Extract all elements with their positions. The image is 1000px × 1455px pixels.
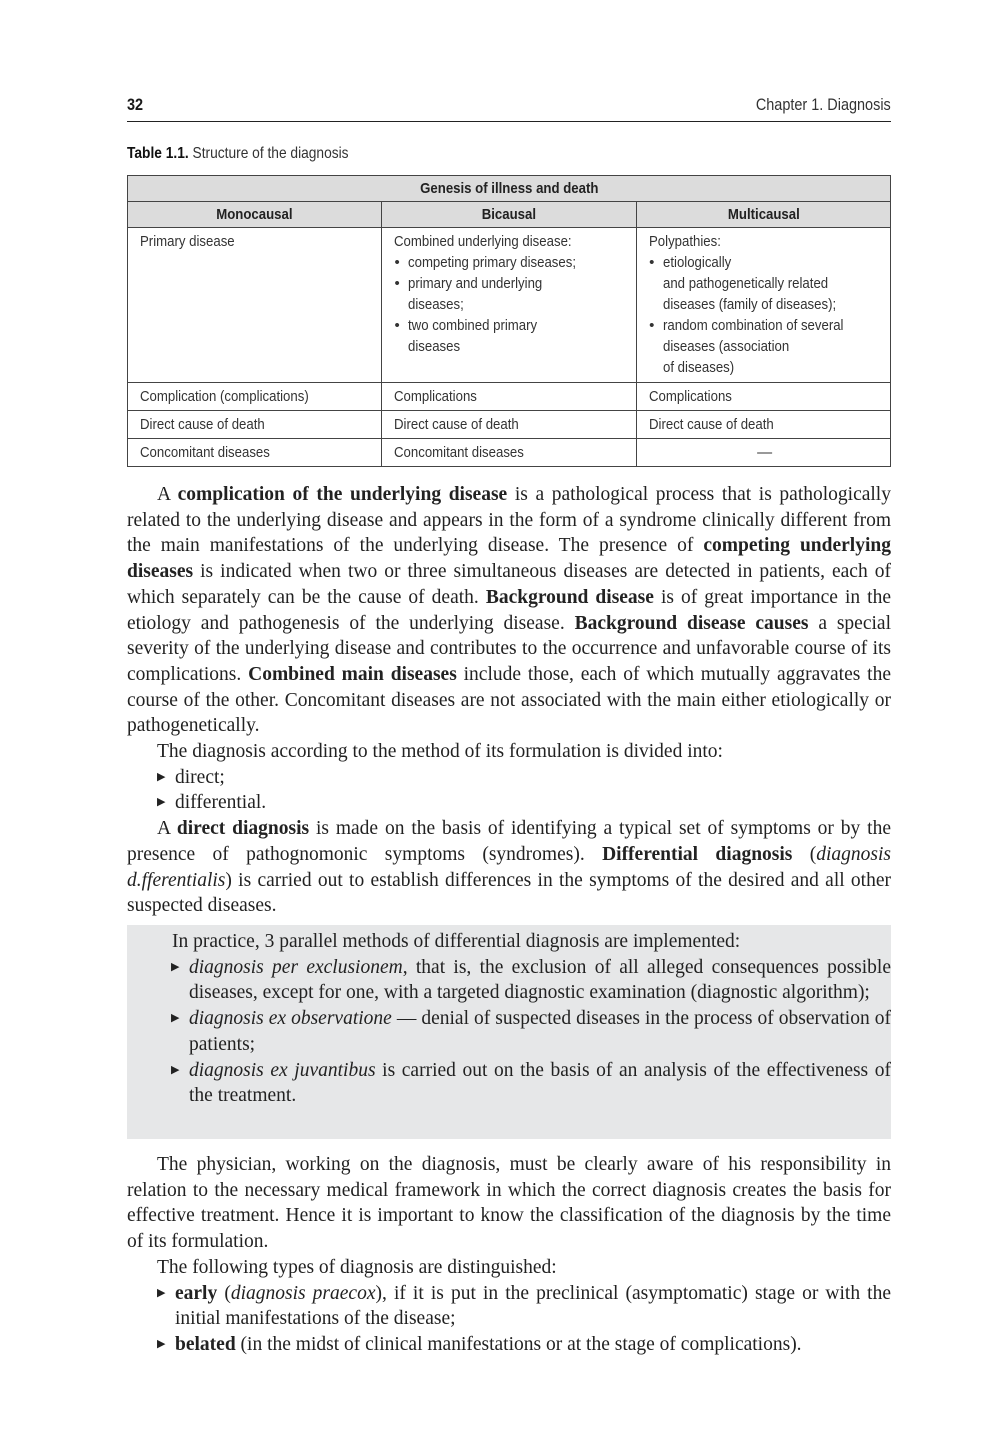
table-cell: Complications [637, 383, 891, 411]
list-item: ▶ belated (in the midst of clinical manifestations or at the stage of complications). [127, 1332, 891, 1358]
column-header-multicausal: Multicausal [637, 202, 891, 228]
triangle-bullet-icon: ▶ [171, 1063, 180, 1076]
table-cell: Primary disease [128, 228, 382, 383]
body-text-block-1 [127, 482, 891, 919]
table-cell: Direct cause of death [382, 411, 637, 439]
list-item: ▶ diagnosis ex juvantibus is carried out on the basis of an analysis of the effectiveness of the treatment. [171, 1059, 891, 1107]
highlight-box [127, 925, 891, 1139]
body-text-block-2 [127, 1152, 891, 1358]
paragraph-physician: The physician, working on the diagnosis, must be clearly aware of his responsibility in relation to the necessary medical framework in which the correct diagnosis creates the basis for effective treatment. Hence it is important to know the classification of the diagnosis by the time of its formulation. [127, 1154, 891, 1253]
table-cell: Direct cause of death [637, 411, 891, 439]
list-item: • two combined primary diseases [394, 315, 626, 357]
triangle-bullet-icon: ▶ [171, 1012, 180, 1025]
table-row [128, 228, 891, 383]
triangle-bullet-icon: ▶ [157, 1337, 166, 1350]
table-caption [127, 145, 349, 163]
table-row [128, 439, 891, 467]
list-item: ▶ direct; [127, 765, 891, 791]
column-header-bicausal: Bicausal [382, 202, 637, 228]
triangle-bullet-icon: ▶ [157, 770, 166, 783]
table-cell: — [637, 439, 891, 467]
table-row [128, 411, 891, 439]
column-header-monocausal: Monocausal [128, 202, 382, 228]
list-item: • random combination of several diseases (association of diseases) [649, 315, 880, 378]
paragraph-method-intro: The diagnosis according to the method of its formulation is divided into: [157, 741, 723, 763]
list-item: • primary and underlying diseases; [394, 273, 626, 315]
list-item: ▶ diagnosis per exclusionem, that is, the exclusion of all alleged consequences possible diseases, except for one, with a targeted diagnostic examination (diagnostic algorithm); [171, 956, 891, 1004]
triangle-bullet-icon: ▶ [157, 1286, 166, 1299]
table-caption-text: Structure of the diagnosis [192, 145, 349, 162]
table-cell: Concomitant diseases [382, 439, 637, 467]
table-header-row [128, 202, 891, 228]
running-header [127, 93, 891, 122]
table-caption-label: Table 1.1. [127, 145, 189, 162]
bicausal-list [394, 252, 626, 357]
table-super-header: Genesis of illness and death [128, 176, 891, 202]
triangle-bullet-icon: ▶ [157, 796, 166, 809]
table-cell: Complications [382, 383, 637, 411]
paragraph-types-intro: The following types of diagnosis are distinguished: [157, 1256, 557, 1278]
table-cell: Polypathies: • etiologically and pathogenetically related diseases (family of diseases); • random combination of several diseases (association of diseases) [637, 228, 891, 383]
triangle-bullet-icon: ▶ [171, 960, 180, 973]
diagnosis-structure-table [127, 175, 891, 467]
page-number: 32 [127, 95, 144, 114]
table-cell: Combined underlying disease: • competing primary diseases; • primary and underlying diseases; • two combined primary diseases [382, 228, 637, 383]
paragraph-direct-diagnosis: A direct diagnosis is made on the basis of identifying a typical set of symptoms or by the presence of pathognomonic symptoms (syndromes). Differential diagnosis (diagnosis d.fferentialis) is carried out to establish differences in the symptoms of the desired and all other suspected diseases. [127, 818, 892, 917]
multicausal-list [649, 252, 880, 378]
paragraph-complications: A complication of the underlying disease is a pathological process that is pathologically related to the underlying disease and appears in the form of a syndrome clinically different from the main manifestations of the underlying disease. The presence of competing underlying diseases is indicated when two or three simultaneous diseases are detected in patients, each of which separately can be the cause of death. Background disease is of great importance in the etiology and pathogenesis of the underlying disease. Background disease causes a special severity of the underlying disease and contributes to the occurrence and unfavorable course of its complications. Combined main diseases include those, each of which mutually aggravates the course of the other. Concomitant diseases are not associated with the main either etiologically or pathogenetically. [127, 484, 891, 737]
table-cell: Complication (complications) [128, 383, 382, 411]
list-item: ▶ diagnosis ex observatione — denial of suspected diseases in the process of observation of patients; [171, 1008, 891, 1055]
box-lead: In practice, 3 parallel methods of differential diagnosis are implemented: [172, 931, 741, 952]
table-cell: Direct cause of death [128, 411, 382, 439]
list-item: ▶ early (diagnosis praecox), if it is put in the preclinical (asymptomatic) stage or with the initial manifestations of the disease; [157, 1282, 891, 1330]
table-row [128, 383, 891, 411]
table-cell: Concomitant diseases [128, 439, 382, 467]
chapter-title: Chapter 1. Diagnosis [756, 95, 891, 114]
list-item: • competing primary diseases; [394, 252, 626, 273]
list-item: ▶ differential. [127, 790, 891, 816]
list-item: • etiologically and pathogenetically related diseases (family of diseases); [649, 252, 880, 315]
table-super-header-row [128, 176, 891, 202]
